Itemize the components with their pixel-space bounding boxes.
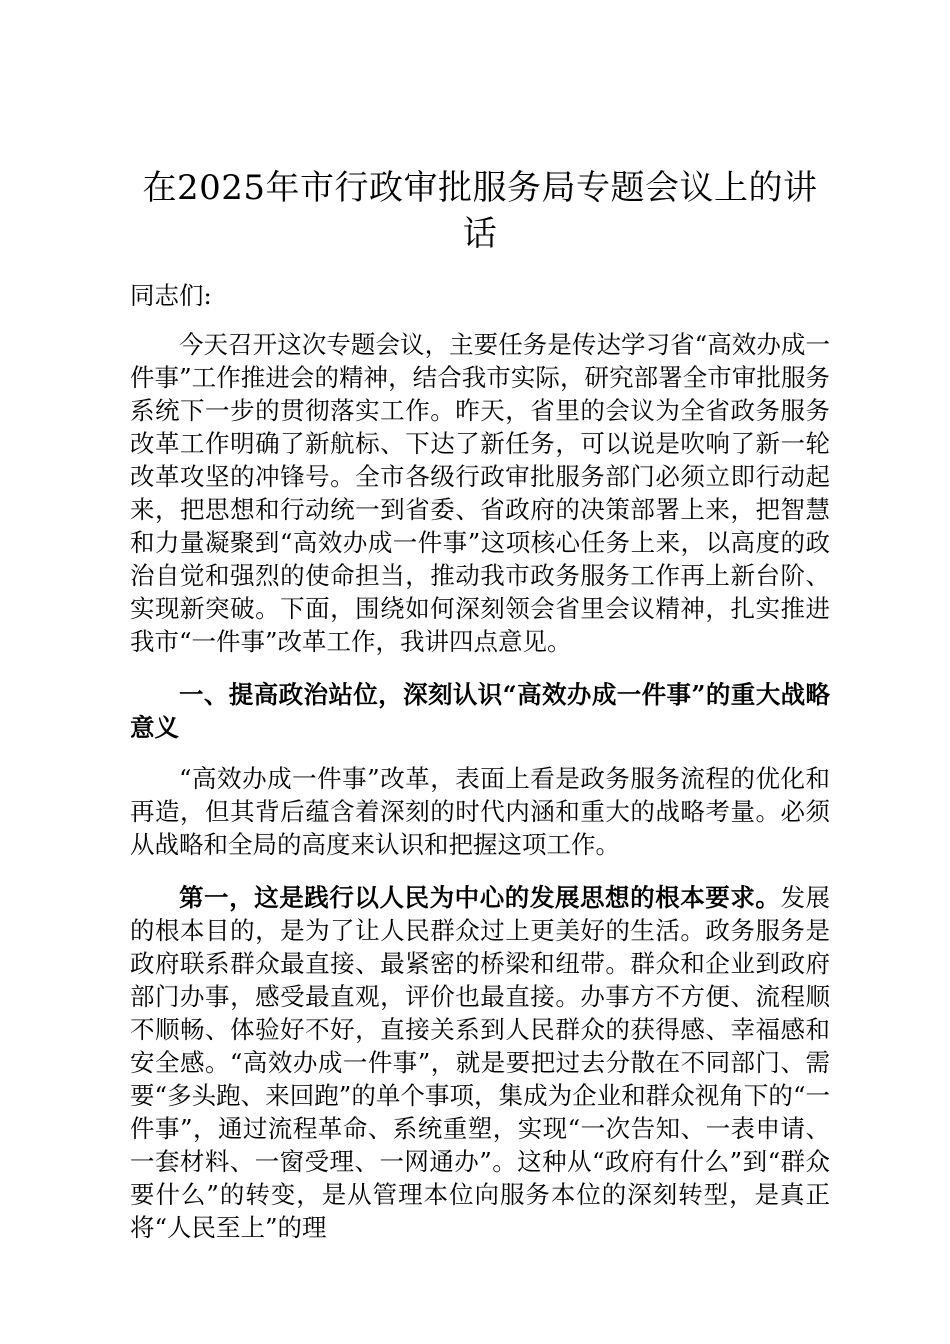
point-1-lead: 第一，这是践行以人民为中心的发展思想的根本要求。 — [179, 883, 781, 912]
section-1-paragraph: “高效办成一件事”改革，表面上看是政务服务流程的优化和再造，但其背后蕴含着深刻的时代内涵和重大的战略考量。必须从战略和全局的高度来认识和把握这项工作。 — [130, 764, 830, 859]
document-title — [130, 165, 830, 257]
intro-paragraph: 今天召开这次专题会议，主要任务是传达学习省“高效办成一件事”工作推进会的精神，结合我市实际，研究部署全市审批服务系统下一步的贯彻落实工作。昨天，省里的会议为全省政务服务改革工作明确了新航标、下达了新任务，可以说是吹响了新一轮改革攻坚的冲锋号。全市各级行政审批服务部门必须立即行动起来，把思想和行动统一到省委、省政府的决策部署上来，把智慧和力量凝聚到“高效办成一件事”这项核心任务上来，以高度的政治自觉和强烈的使命担当，推动我市政务服务工作再上新台阶、实现新突破。下面，围绕如何深刻领会省里会议精神，扎实推进我市“一件事”改革工作，我讲四点意见。 — [130, 330, 830, 656]
salutation: 同志们: — [130, 281, 212, 310]
point-1-body: 发展的根本目的，是为了让人民群众过上更美好的生活。政务服务是政府联系群众最直接、最紧密的桥梁和纽带。群众和企业到政府部门办事，感受最直观，评价也最直接。办事方不方便、流程顺不顺畅、体验好不好，直接关系到人民群众的获得感、幸福感和安全感。“高效办成一件事”，就是要把过去分散在不同部门、需要“多头跑、来回跑”的单个事项，集成为企业和群众视角下的“一件事”，通过流程革命、系统重塑，实现“一次告知、一表申请、一套材料、一窗受理、一网通办”。这种从“政府有什么”到“群众要什么”的转变，是从管理本位向服务本位的深刻转型，是真正将“人民至上”的理 — [130, 883, 830, 1242]
document-page — [130, 165, 830, 1244]
section-1-heading: 一、提高政治站位，深刻认识“高效办成一件事”的重大战略意义 — [130, 680, 830, 742]
title-line-2: 话 — [462, 214, 498, 254]
point-1-paragraph — [130, 881, 830, 1244]
title-line-1: 在2025年市行政审批服务局专题会议上的讲 — [142, 168, 818, 208]
